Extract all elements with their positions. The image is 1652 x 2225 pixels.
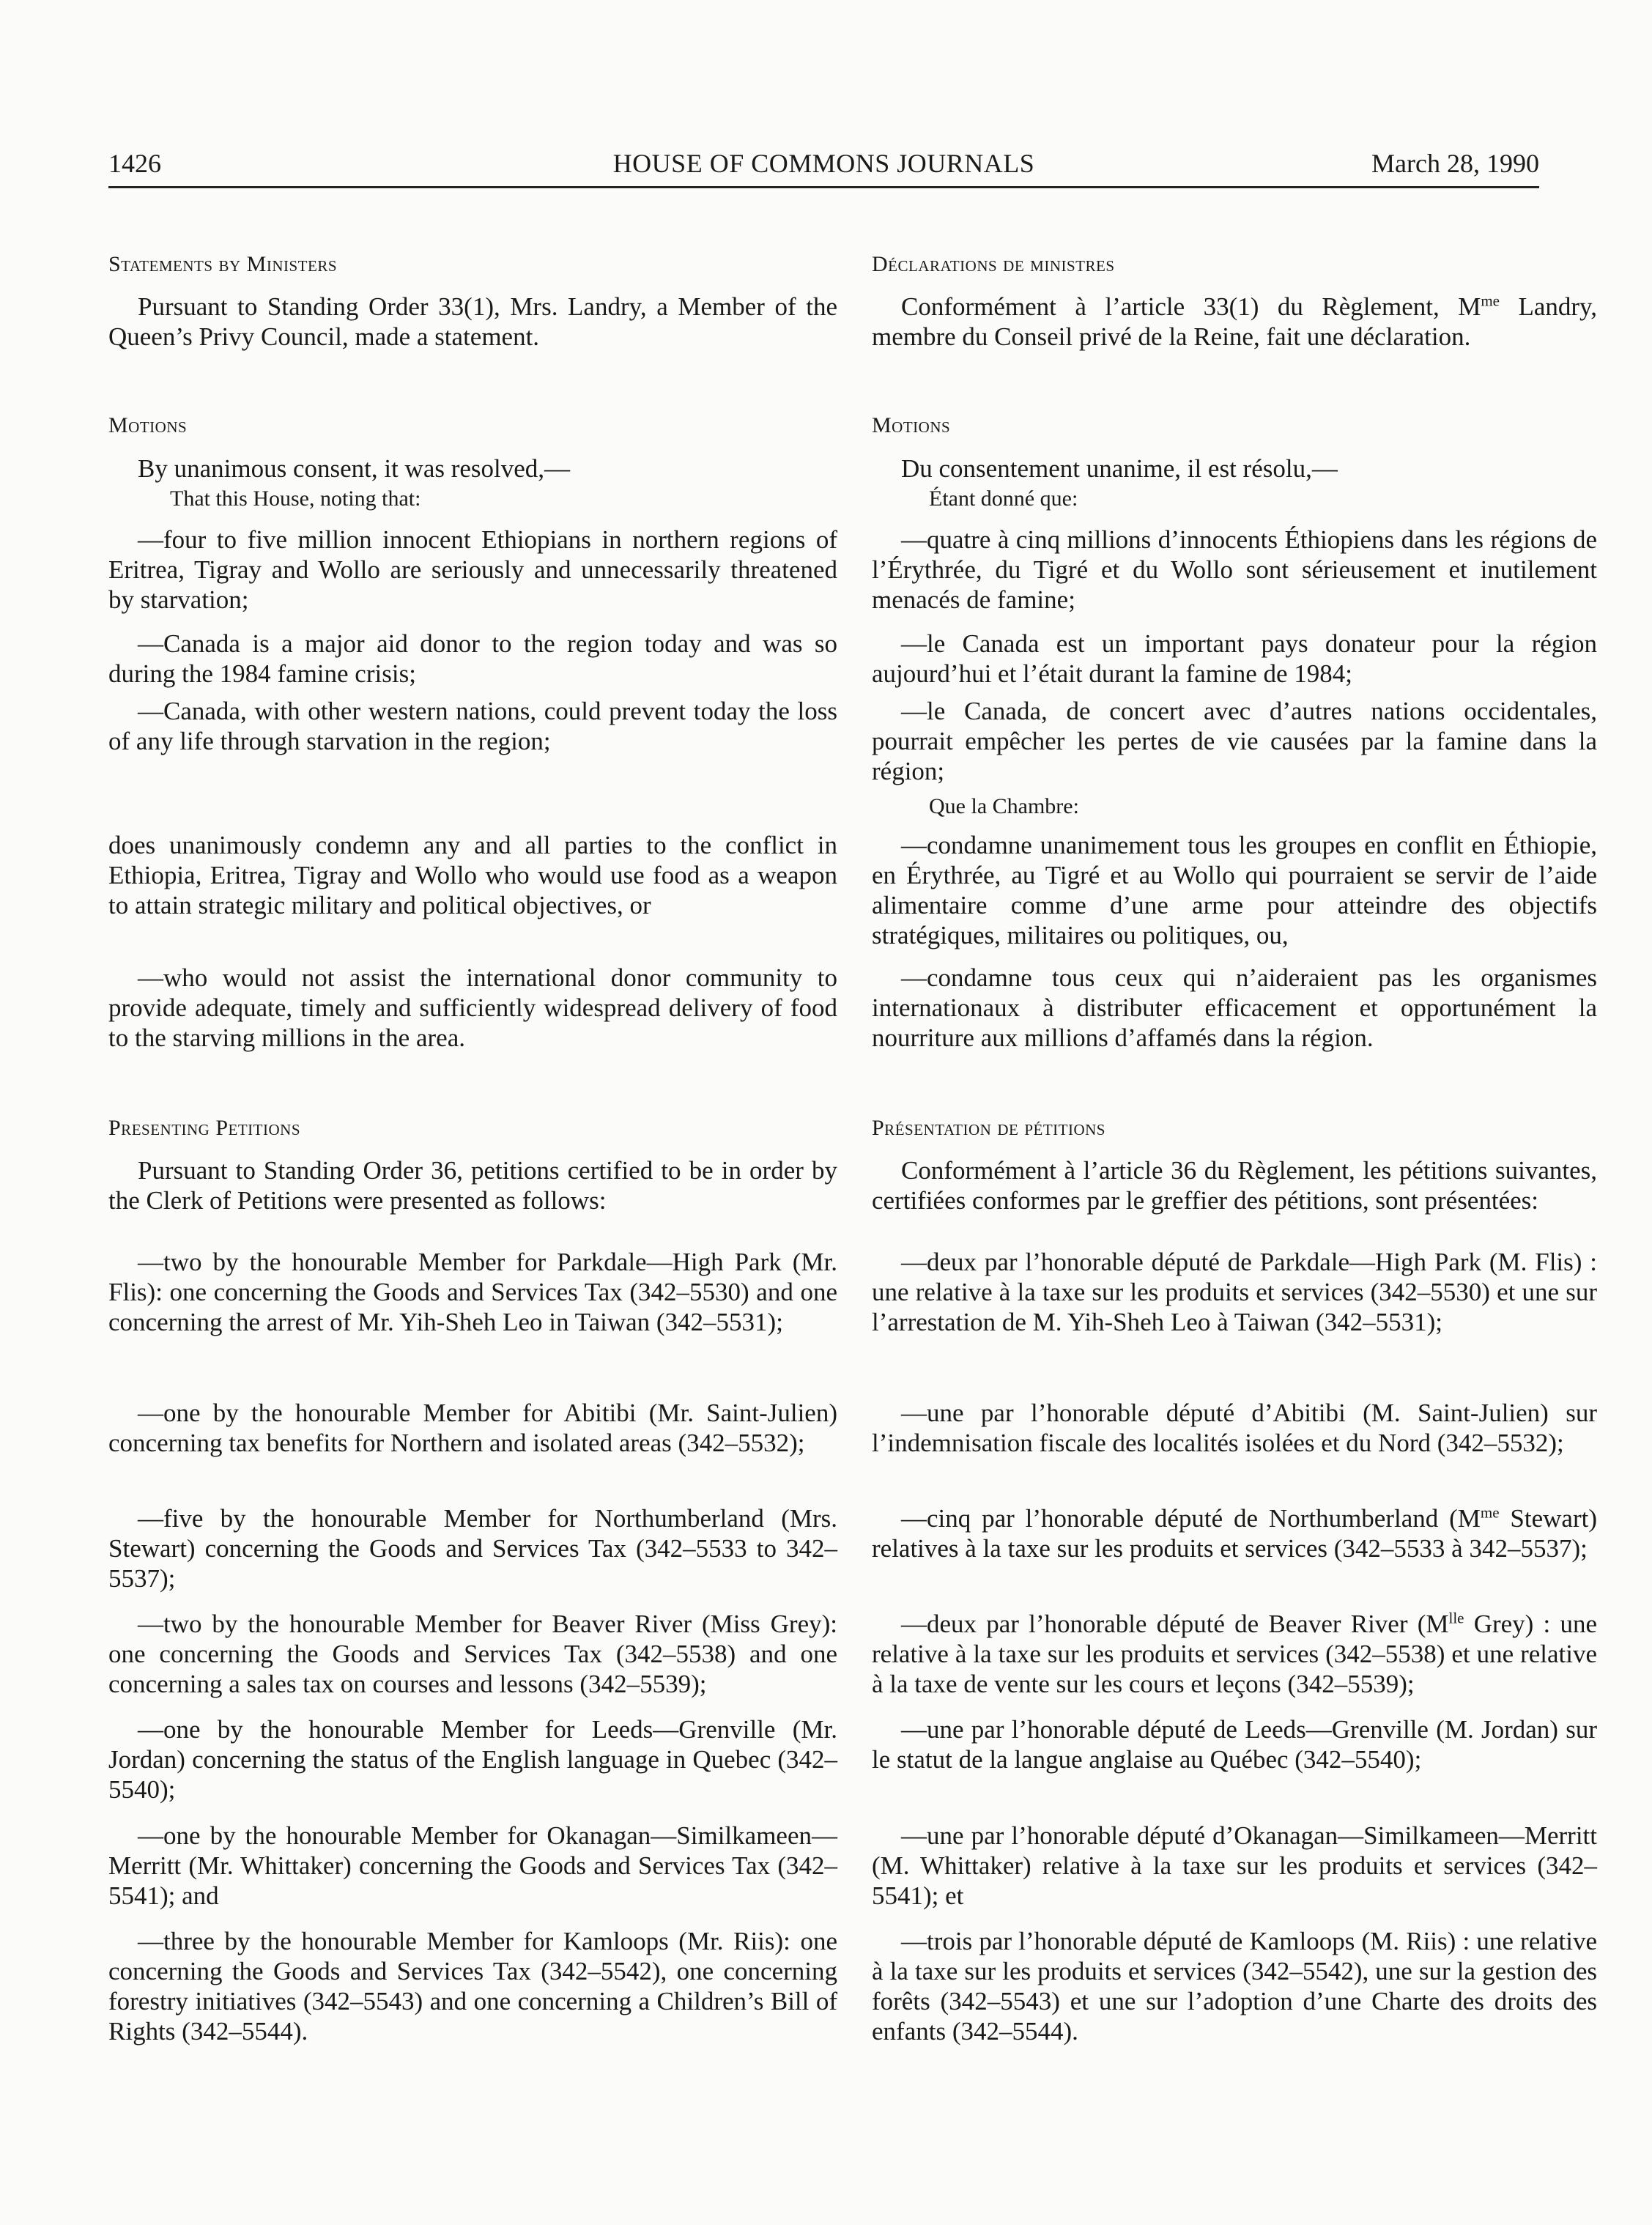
petition-item-en: —one by the honourable Member for Abitibi (Mr. Saint-Julien) concerning tax benefits for Northern and isolated areas (342–5532); [108,1399,837,1457]
statements-heading-en: Statements by Ministers [108,252,338,276]
statements-heading-fr: Déclarations de ministres [872,252,1115,276]
condemn-text-en: does unanimously condemn any and all parties to the conflict in Ethiopia, Eritrea, Tigray and Wollo who would use food as a weapon to attain strategic military and political objectives, or [108,831,837,919]
statements-text-fr: Conformément à l’article 33(1) du Règlement, $M^{me}$ Landry, membre du Conseil privé de la Reine, fait une déclaration. [872,292,1598,351]
petition-item-fr: —une par l’honorable député d’Okanagan—Similkameen—Merritt (M. Whittaker) relative à la taxe sur les produits et services (342–5541); et [872,1821,1597,1910]
petition-item-fr: —deux par l’honorable député de Parkdale—High Park (M. Flis) : une relative à la taxe sur les produits et services (342–5530) et une sur l’arrestation de M. Yih-Sheh Leo à Taiwan (342–5531); [872,1248,1597,1336]
petition-item-fr: —une par l’honorable député d’Abitibi (M. Saint-Julien) sur l’indemnisation fiscale des localités isolées et du Nord (342–5532); [872,1399,1597,1457]
petition-item-en: —one by the honourable Member for Okanagan—Similkameen—Merritt (Mr. Whittaker) concerning the Goods and Services Tax (342–5541); and [108,1821,837,1910]
motion-item-fr: —le Canada, de concert avec d’autres nations occidentales, pourrait empêcher les pertes de vie causées par la famine dans la région; [872,697,1597,785]
page-header [108,148,1539,188]
statements-text-en: Pursuant to Standing Order 33(1), Mrs. Landry, a Member of the Queen’s Privy Council, made a statement. [108,292,837,351]
motions-heading-fr: Motions [872,413,951,437]
petitions-intro-fr: Conformément à l’article 36 du Règlement, les pétitions suivantes, certifiées conformes par le greffier des pétitions, sont présentées: [872,1156,1597,1215]
petition-item-en: —five by the honourable Member for Northumberland (Mrs. Stewart) concerning the Goods and Services Tax (342–5533 to 342–5537); [108,1504,837,1593]
motions-heading-en: Motions [108,413,188,437]
motion-item-en: —four to five million innocent Ethiopians in northern regions of Eritrea, Tigray and Wollo are seriously and unnecessarily threatened by starvation; [108,525,837,614]
petition-item-fr: —cinq par l’honorable député de Northumberland ($M^{me}$ Stewart) relatives à la taxe sur les produits et services (342–5533 à 342–5537); [872,1503,1597,1563]
motions-intro-en: By unanimous consent, it was resolved,— [138,454,571,483]
petition-item-en: —two by the honourable Member for Parkdale—High Park (Mr. Flis): one concerning the Goods and Services Tax (342–5530) and one concerning the arrest of Mr. Yih-Sheh Leo in Taiwan (342–5531); [108,1248,837,1336]
motion-item-fr: —quatre à cinq millions d’innocents Éthiopiens dans les régions de l’Érythrée, du Tigré et du Wollo sont sérieusement et inutilement menacés de famine; [872,525,1597,614]
petition-item-fr: —trois par l’honorable député de Kamloops (M. Riis) : une relative à la taxe sur les produits et services (342–5542), une sur la gestion des forêts (342–5543) et une sur l’adoption d’une Charte des droits des enfants (342–5544). [872,1927,1597,2046]
petitions-intro-en: Pursuant to Standing Order 36, petitions certified to be in order by the Clerk of Petitions were presented as follows: [108,1156,837,1215]
assist-text-en: —who would not assist the international donor community to provide adequate, timely and sufficiently widespread delivery of food to the starving millions in the area. [108,963,837,1052]
petition-item-en: —two by the honourable Member for Beaver River (Miss Grey): one concerning the Goods and Services Tax (342–5538) and one concerning a sales tax on courses and lessons (342–5539); [108,1610,837,1698]
motions-that-en: That this House, noting that: [170,486,421,511]
journal-date: March 28, 1990 [1371,149,1539,178]
journal-title: HOUSE OF COMMONS JOURNALS [612,149,1035,178]
petition-item-fr: —deux par l’honorable député de Beaver River ($M^{lle}$ Grey) : une relative à la taxe sur les produits et services (342–5538) et une relative à la taxe de vente sur les cours et leçons (342–5539); [872,1609,1597,1698]
motion-item-en: —Canada is a major aid donor to the region today and was so during the 1984 famine crisis; [108,629,837,688]
petition-item-en: —three by the honourable Member for Kamloops (Mr. Riis): one concerning the Goods and Services Tax (342–5542), one concerning forestry initiatives (342–5543) and one concerning a Children’s Bill of Rights (342–5544). [108,1927,837,2046]
assist-text-fr: —condamne tous ceux qui n’aideraient pas les organismes internationaux à distributer efficacement et opportunément la nourriture aux millions d’affamés dans la région. [872,963,1597,1052]
page-number: 1426 [108,149,161,178]
motion-item-en: —Canada, with other western nations, could prevent today the loss of any life through starvation in the region; [108,697,837,755]
condemn-text-fr: —condamne unanimement tous les groupes en conflit en Éthiopie, en Érythrée, au Tigré et au Wollo qui pourraient se servir de l’aide alimentaire comme d’une arme pour atteindre des objectifs stratégiques, militaires ou politiques, ou, [872,831,1597,949]
motions-intro-fr: Du consentement unanime, il est résolu,— [901,454,1338,483]
petition-item-en: —one by the honourable Member for Leeds—Grenville (Mr. Jordan) concerning the status of the English language in Quebec (342–5540); [108,1715,837,1804]
que-chambre-fr: Que la Chambre: [929,794,1079,818]
petition-item-fr: —une par l’honorable député de Leeds—Grenville (M. Jordan) sur le statut de la langue anglaise au Québec (342–5540); [872,1715,1597,1774]
motions-given-fr: Étant donné que: [929,486,1078,511]
motion-item-fr: —le Canada est un important pays donateur pour la région aujourd’hui et l’était durant la famine de 1984; [872,629,1597,688]
petitions-heading-fr: Présentation de pétitions [872,1116,1105,1140]
petitions-heading-en: Presenting Petitions [108,1116,301,1140]
